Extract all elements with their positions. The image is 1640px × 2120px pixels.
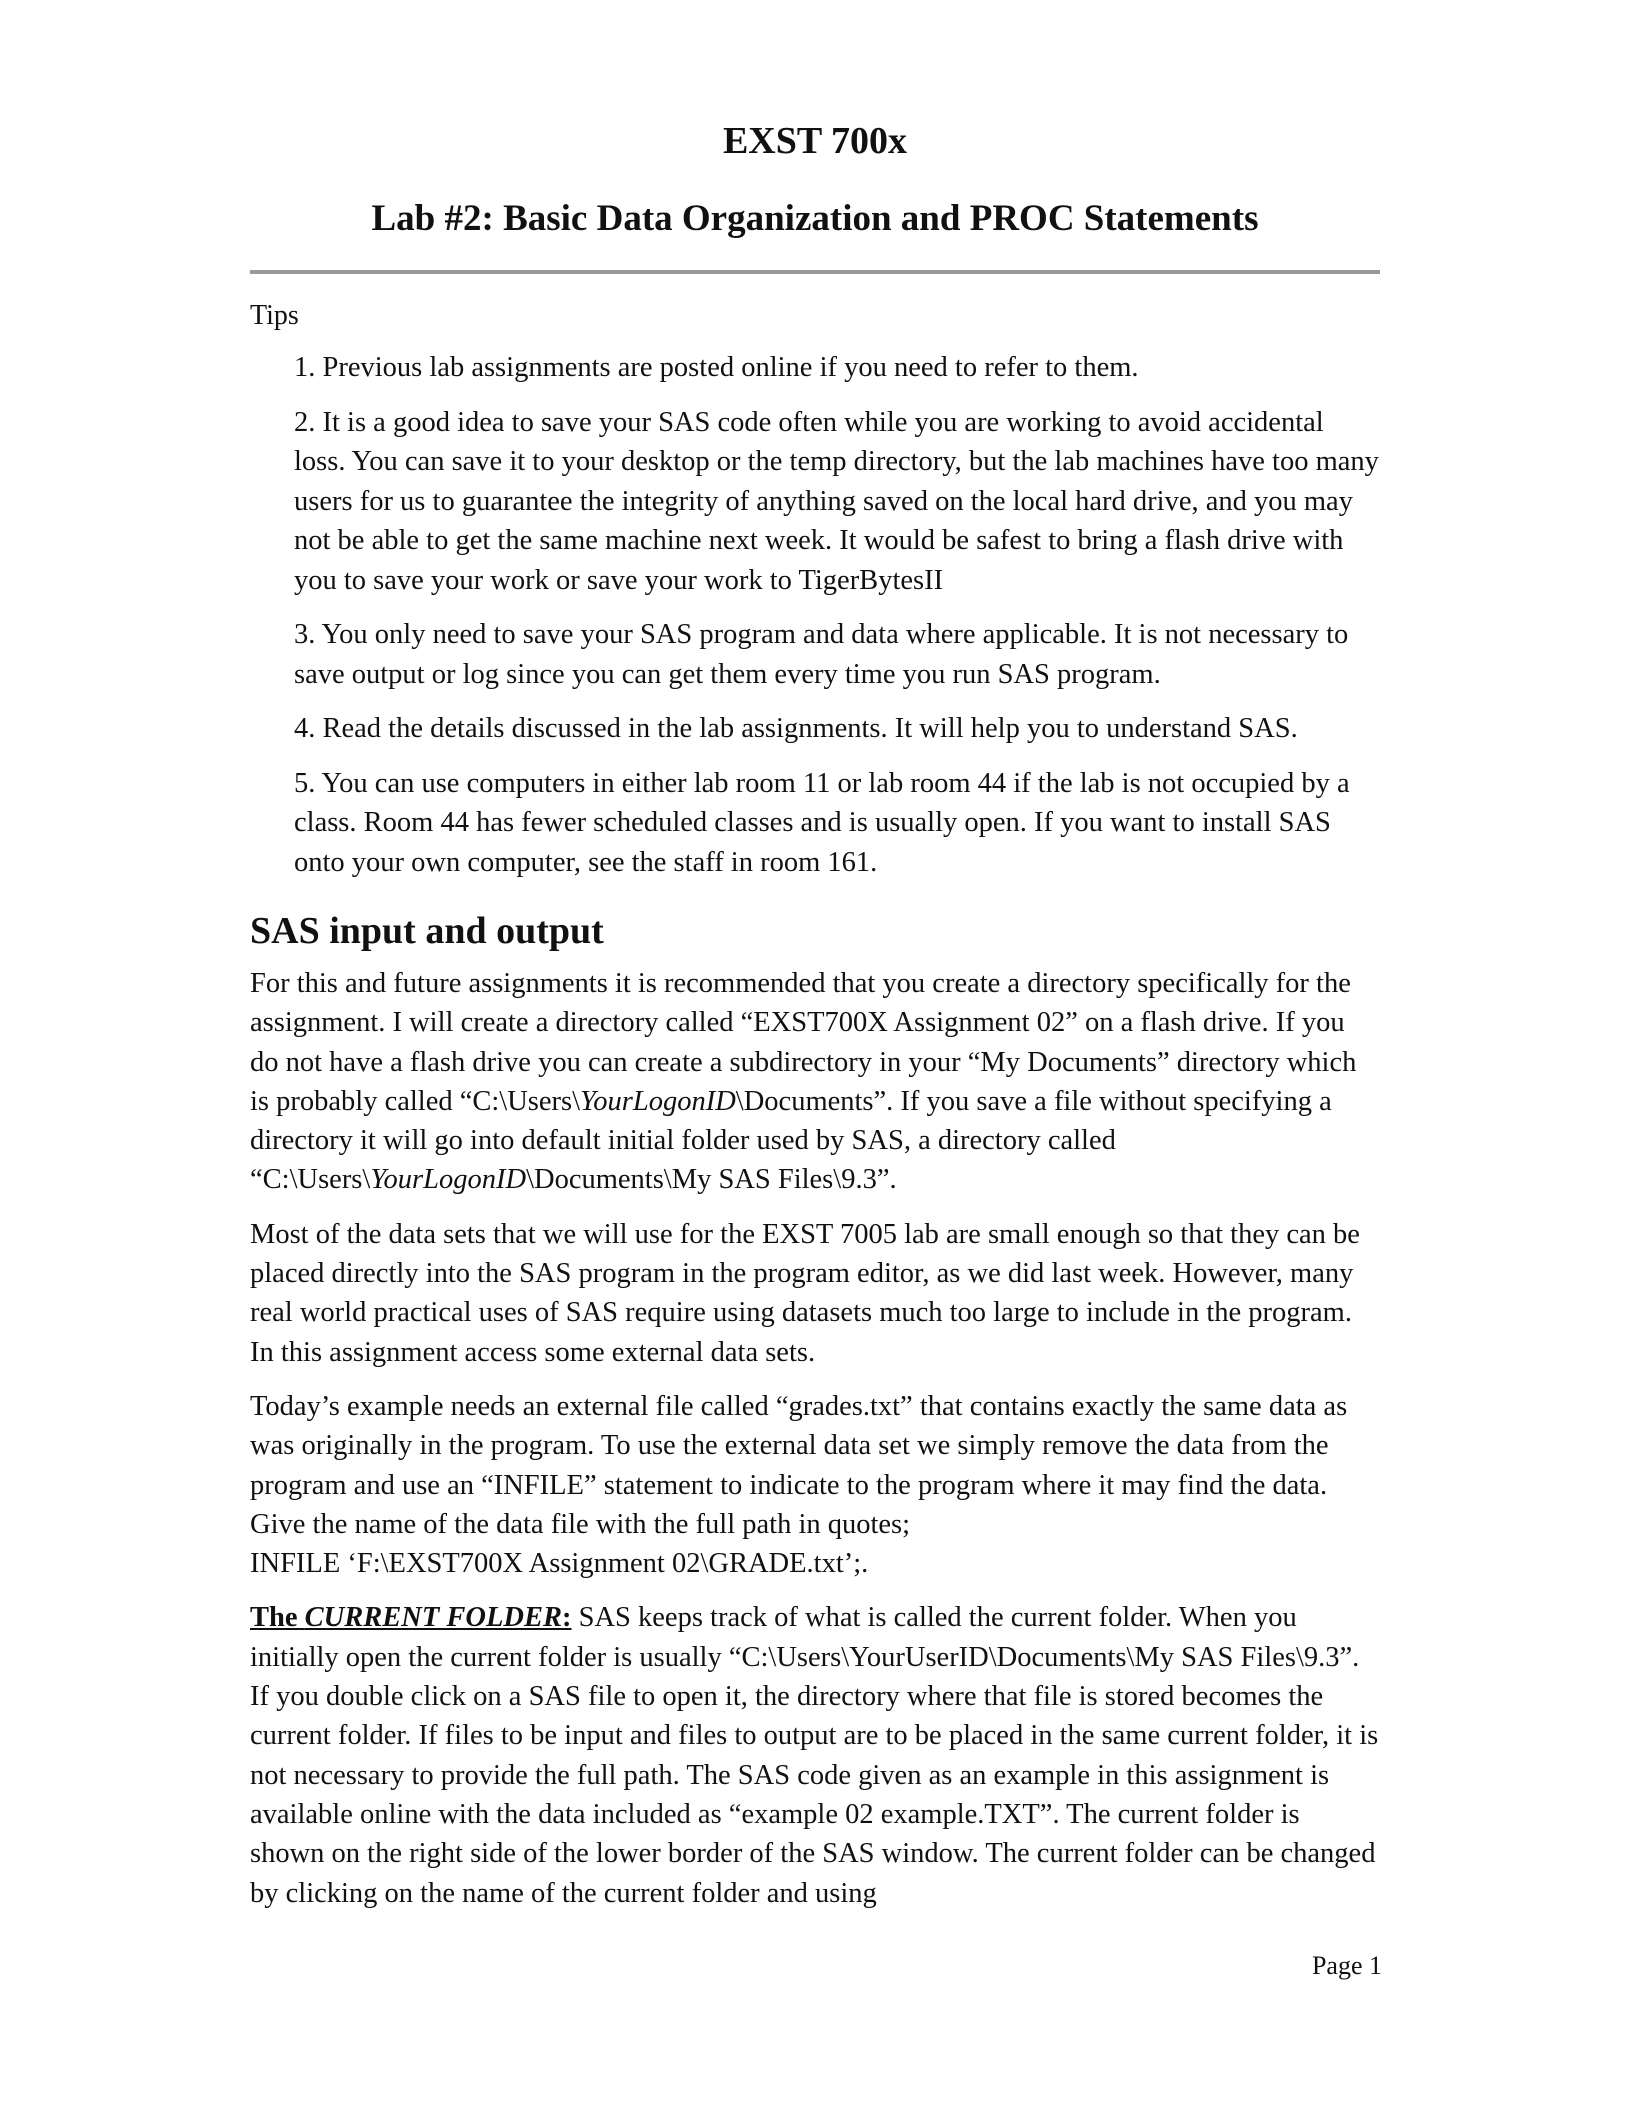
paragraph-infile — [250, 1387, 1380, 1583]
paragraph-directory — [250, 964, 1380, 1200]
paragraph-text: \Documents\My SAS Files\9.3”. — [526, 1164, 897, 1196]
page-number: Page 1 — [1311, 1951, 1382, 1980]
tip-item: 4. Read the details discussed in the lab assignments. It will help you to understand SAS. — [294, 713, 1298, 744]
logon-id-text: YourLogonID — [370, 1164, 527, 1196]
tip-item: 1. Previous lab assignments are posted online if you need to refer to them. — [294, 352, 1139, 383]
paragraph-data-sets: Most of the data sets that we will use for the EXST 7005 lab are small enough so that they can be placed directly into the SAS program in the program editor, as we did last week. However, many real world practical uses of SAS require using datasets much too large to include in the program. In this assignment access some external data sets. — [250, 1218, 1360, 1368]
paragraph-text: \Documents”. If you save a file without specifying a directory it will go into default initial folder used by SAS, a directory called “C:\Users\ — [250, 1085, 1332, 1196]
heading-text: The — [250, 1602, 305, 1634]
logon-id-text: YourLogonID — [580, 1085, 736, 1117]
section-heading: SAS input and output — [250, 910, 604, 952]
infile-statement: INFILE ‘F:\EXST700X Assignment 02\GRADE.txt’;. — [250, 1548, 869, 1580]
tip-item: 5. You can use computers in either lab room 11 or lab room 44 if the lab is not occupied by a class. Room 44 has fewer scheduled classes and is usually open. If you want to install SAS onto your own computer, see the staff in room 161. — [294, 767, 1350, 878]
course-title: EXST 700x — [722, 120, 908, 162]
tips-list — [250, 348, 1380, 882]
paragraph-text: SAS keeps track of what is called the current folder. When you initially open the current folder is usually “C:\Users\YourUserID\Documents\My SAS Files\9.3”. If you double click on a SAS file to open it, the directory where that file is stored becomes the current folder. If files to be input and files to output are to be placed in the same current folder, it is not necessary to provide the full path. The SAS code given as an example in this assignment is available online with the data included as “example 02 example.TXT”. The current folder is shown on the right side of the lower border of the SAS window. The current folder can be changed by clicking on the name of the current folder and using — [250, 1602, 1379, 1909]
tip-item: 3. You only need to save your SAS program and data where applicable. It is not necessary to save output or log since you can get them every time you run SAS program. — [294, 619, 1349, 690]
paragraph-text: For this and future assignments it is recommended that you create a directory specifically for the assignment. I will create a directory called “EXST700X Assignment 02” on a flash drive. If you do not have a flash drive you can create a subdirectory in your “My Documents” directory which is probably called “C:\Users\ — [250, 968, 1357, 1117]
paragraph-current-folder — [250, 1598, 1380, 1912]
current-folder-heading — [250, 1602, 571, 1633]
heading-colon: : — [561, 1602, 572, 1634]
heading-emphasis: CURRENT FOLDER — [304, 1602, 562, 1634]
lab-title: Lab #2: Basic Data Organization and PROC Statements — [371, 198, 1259, 239]
page-content — [250, 118, 1380, 1928]
header-divider — [250, 270, 1380, 274]
tip-item: 2. It is a good idea to save your SAS code often while you are working to avoid accidental loss. You can save it to your desktop or the temp directory, but the lab machines have too many users for us to guarantee the integrity of anything saved on the local hard drive, and you may not be able to get the same machine next week. It would be safest to bring a flash drive with you to save your work or save your work to TigerBytesII — [294, 406, 1379, 596]
paragraph-text: Today’s example needs an external file called “grades.txt” that contains exactly the same data as was originally in the program. To use the external data set we simply remove the data from the program and use an “INFILE” statement to indicate to the program where it may find the data. Give the name of the data file with the full path in quotes; — [250, 1390, 1348, 1540]
tips-label: Tips — [250, 300, 299, 331]
